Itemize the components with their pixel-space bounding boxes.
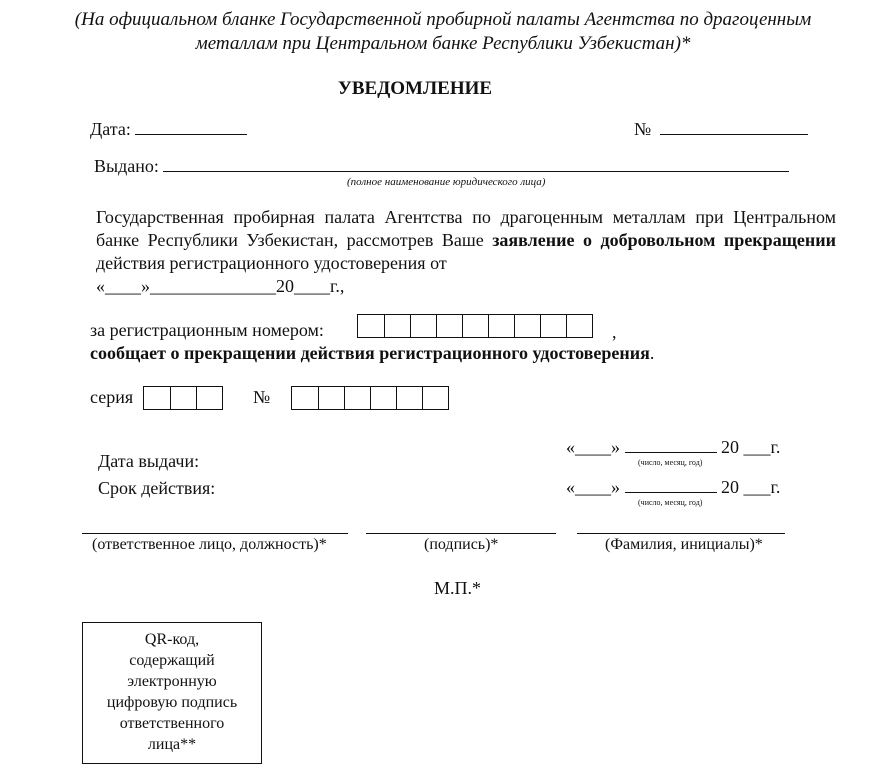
number-field[interactable] — [660, 118, 808, 135]
date-row — [90, 118, 247, 140]
date-field[interactable] — [135, 118, 247, 135]
validity-date-hint: (число, месяц, год) — [638, 498, 703, 507]
stamp-placeholder: М.П.* — [434, 578, 482, 598]
validity-date-year-prefix: 20 — [721, 477, 739, 497]
signature-line[interactable] — [366, 533, 556, 534]
reg-number-cells[interactable] — [357, 314, 593, 338]
name-caption: (Фамилия, инициалы)* — [605, 536, 763, 553]
issued-hint: (полное наименование юридического лица) — [347, 176, 546, 188]
notice-line — [90, 343, 654, 364]
issue-date-day: «____» — [566, 437, 620, 457]
series-label: серия — [90, 387, 134, 407]
paragraph-date-line: «____»______________20____г., — [96, 276, 345, 296]
validity-label: Срок действия: — [98, 478, 216, 498]
letterhead-note — [20, 8, 866, 56]
qr-line-6: лица** — [147, 736, 197, 753]
issue-date-month[interactable] — [625, 436, 717, 453]
number-row — [634, 118, 808, 140]
issue-date-hint: (число, месяц, год) — [638, 458, 703, 467]
validity-date-year-suffix: ___г. — [743, 477, 781, 497]
reg-comma: , — [612, 322, 617, 342]
notice-bold: сообщает о прекращении действия регистрационного удостоверения — [90, 343, 650, 363]
number-sign: № — [634, 119, 652, 139]
reg-number-label: за регистрационным номером: — [90, 320, 324, 340]
notice-period: . — [649, 343, 655, 363]
qr-line-2: содержащий — [129, 652, 215, 669]
name-signature-line[interactable] — [577, 533, 785, 534]
issue-date-field[interactable] — [566, 436, 780, 458]
paragraph-part-2: действия регистрационного удостоверения от — [96, 253, 447, 273]
paragraph-bold: заявление о добровольном прекращении — [492, 230, 836, 250]
series-cells[interactable] — [143, 386, 223, 410]
date-label: Дата: — [90, 119, 131, 139]
qr-code-box — [82, 622, 262, 764]
validity-date-day: «____» — [566, 477, 620, 497]
validity-date-field[interactable] — [566, 476, 780, 498]
responsible-signature-line[interactable] — [82, 533, 348, 534]
issue-date-year-prefix: 20 — [721, 437, 739, 457]
validity-date-month[interactable] — [625, 476, 717, 493]
letterhead-line-1: (На официальном бланке Государственной пробирной палаты Агентства по драгоценным — [74, 9, 812, 30]
issue-date-label: Дата выдачи: — [98, 451, 200, 471]
paragraph-part-1: Государственная пробирная палата Агентства по драгоценным металлам при Центральном банке Республики Узбекистан, рассмотрев Ваше — [96, 207, 836, 250]
qr-line-3: электронную — [127, 673, 217, 690]
issued-row — [94, 155, 789, 177]
issue-date-year-suffix: ___г. — [743, 437, 781, 457]
qr-line-4: цифровую подпись — [106, 694, 238, 711]
letterhead-line-2: металлам при Центральном банке Республики Узбекистан)* — [195, 33, 691, 54]
qr-line-5: ответственного — [119, 715, 225, 732]
issued-label: Выдано: — [94, 156, 159, 176]
body-paragraph — [96, 206, 836, 298]
series-number-sign: № — [253, 387, 271, 407]
responsible-caption: (ответственное лицо, должность)* — [92, 536, 327, 553]
qr-line-1: QR-код, — [144, 631, 200, 648]
document-title: УВЕДОМЛЕНИЕ — [337, 78, 493, 99]
issued-field[interactable] — [163, 155, 789, 172]
signature-caption: (подпись)* — [424, 536, 499, 553]
series-number-cells[interactable] — [291, 386, 449, 410]
